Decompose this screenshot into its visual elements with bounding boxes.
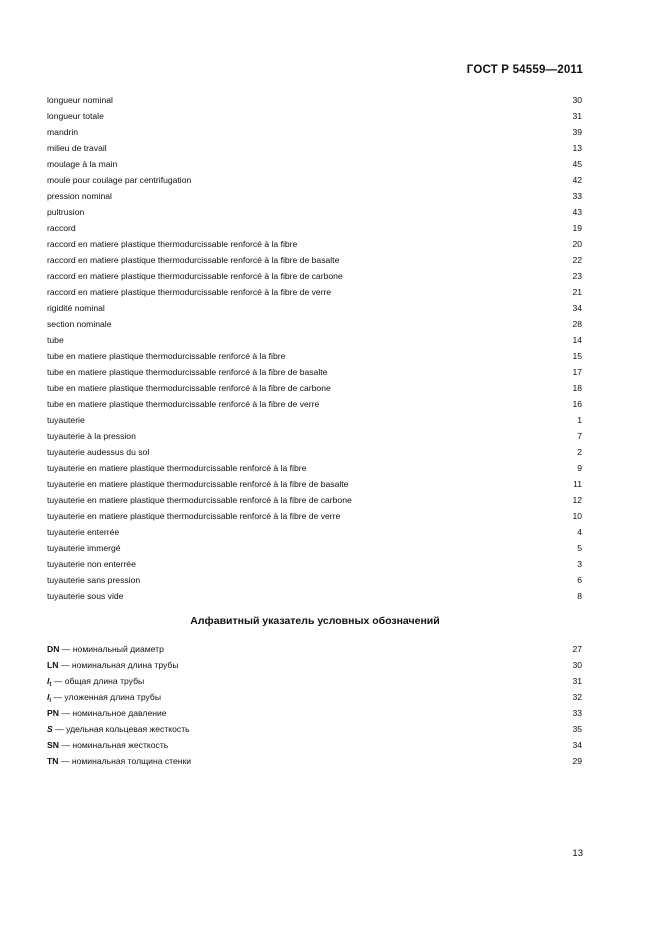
index-page-number: 3 <box>577 559 582 569</box>
index-entry <box>47 588 582 604</box>
symbol-entry <box>47 689 582 705</box>
symbol-code <box>47 644 59 654</box>
symbol-entry <box>47 673 582 689</box>
index-entry <box>47 140 582 156</box>
index-page-number: 20 <box>572 239 582 249</box>
index-term: tube en matiere plastique thermodurcissable renforcé à la fibre de verre <box>47 399 320 409</box>
index-page-number: 15 <box>572 351 582 361</box>
index-entry <box>47 556 582 572</box>
index-entry <box>47 508 582 524</box>
index-page-number: 39 <box>572 127 582 137</box>
index-page-number: 17 <box>572 367 582 377</box>
index-page-number: 1 <box>577 415 582 425</box>
index-page-number: 23 <box>572 271 582 281</box>
symbol-entry <box>47 721 582 737</box>
index-entry <box>47 428 582 444</box>
index-page-number: 2 <box>577 447 582 457</box>
index-page-number: 21 <box>572 287 582 297</box>
index-term: tube en matiere plastique thermodurcissable renforcé à la fibre de carbone <box>47 383 331 393</box>
index-entry <box>47 348 582 364</box>
index-term: tuyauterie enterrée <box>47 527 120 537</box>
symbol-letters: TN <box>47 756 59 766</box>
symbol-term <box>47 705 167 721</box>
symbol-letters: l <box>47 692 50 702</box>
index-entry <box>47 252 582 268</box>
index-term: moule pour coulage par centrifugation <box>47 175 192 185</box>
index-term: tube <box>47 335 64 345</box>
french-term-index <box>47 92 582 604</box>
document-header: ГОСТ Р 54559—2011 <box>466 64 583 76</box>
index-entry <box>47 476 582 492</box>
symbol-term <box>47 753 191 769</box>
index-entry <box>47 236 582 252</box>
index-entry <box>47 444 582 460</box>
index-entry <box>47 172 582 188</box>
index-term: raccord <box>47 223 76 233</box>
symbol-code <box>47 740 59 750</box>
symbol-entry <box>47 737 582 753</box>
index-term: rigidité nominal <box>47 303 105 313</box>
index-page-number: 45 <box>572 159 582 169</box>
symbol-page-number: 32 <box>572 692 582 702</box>
symbol-letters: PN <box>47 708 59 718</box>
index-page-number: 30 <box>572 95 582 105</box>
symbol-page-number: 34 <box>572 740 582 750</box>
index-entry <box>47 396 582 412</box>
index-page-number: 4 <box>577 527 582 537</box>
index-term: moulage à la main <box>47 159 118 169</box>
symbol-code <box>47 708 59 718</box>
symbol-entry <box>47 657 582 673</box>
index-term: tuyauterie en matiere plastique thermodurcissable renforcé à la fibre de verre <box>47 511 341 521</box>
symbol-page-number: 30 <box>572 660 582 670</box>
page-number: 13 <box>572 848 583 859</box>
index-term: tuyauterie en matiere plastique thermodurcissable renforcé à la fibre de carbone <box>47 495 352 505</box>
symbol-description: — номинальный диаметр <box>59 644 164 654</box>
symbol-letters: LN <box>47 660 59 670</box>
section-title: Алфавитный указатель условных обозначений <box>190 615 440 627</box>
index-term: raccord en matiere plastique thermodurcissable renforcé à la fibre de carbone <box>47 271 343 281</box>
index-term: tube en matiere plastique thermodurcissable renforcé à la fibre <box>47 351 286 361</box>
symbol-letters: l <box>47 676 50 686</box>
index-term: longueur nominal <box>47 95 113 105</box>
index-entry <box>47 220 582 236</box>
index-entry <box>47 124 582 140</box>
index-entry <box>47 188 582 204</box>
index-entry <box>47 492 582 508</box>
index-term: longueur totale <box>47 111 104 121</box>
index-entry <box>47 156 582 172</box>
index-page-number: 33 <box>572 191 582 201</box>
symbol-entry <box>47 705 582 721</box>
index-page-number: 12 <box>572 495 582 505</box>
symbol-term <box>47 657 179 673</box>
index-term: section nominale <box>47 319 112 329</box>
index-page-number: 42 <box>572 175 582 185</box>
symbol-code <box>47 660 58 670</box>
index-term: tuyauterie <box>47 415 85 425</box>
index-entry <box>47 524 582 540</box>
index-page-number: 19 <box>572 223 582 233</box>
index-term: milieu de travail <box>47 143 107 153</box>
index-entry <box>47 92 582 108</box>
index-page-number: 14 <box>572 335 582 345</box>
symbol-description: — уложенная длина трубы <box>51 692 162 702</box>
index-term: tuyauterie non enterrée <box>47 559 136 569</box>
symbol-letters: DN <box>47 644 60 654</box>
index-term: tuyauterie en matiere plastique thermodurcissable renforcé à la fibre de basalte <box>47 479 349 489</box>
symbol-description: — удельная кольцевая жесткость <box>52 724 190 734</box>
index-page-number: 31 <box>572 111 582 121</box>
index-entry <box>47 108 582 124</box>
index-entry <box>47 316 582 332</box>
index-page-number: 13 <box>572 143 582 153</box>
symbol-letters: SN <box>47 740 59 750</box>
symbol-description: — номинальное давление <box>58 708 167 718</box>
symbol-description: — номинальная длина трубы <box>58 660 179 670</box>
symbol-letters: S <box>47 724 53 734</box>
index-entry <box>47 268 582 284</box>
index-entry <box>47 460 582 476</box>
index-term: raccord en matiere plastique thermodurcissable renforcé à la fibre de basalte <box>47 255 340 265</box>
symbol-term <box>47 641 164 657</box>
index-page-number: 11 <box>573 479 582 489</box>
symbol-subscript: t <box>49 682 52 688</box>
index-term: tuyauterie immergé <box>47 543 121 553</box>
symbol-page-number: 33 <box>572 708 582 718</box>
symbol-entry <box>47 753 582 769</box>
index-page-number: 16 <box>572 399 582 409</box>
index-entry <box>47 572 582 588</box>
index-entry <box>47 332 582 348</box>
index-entry <box>47 540 582 556</box>
index-page-number: 8 <box>577 591 582 601</box>
symbol-description: — общая длина трубы <box>51 676 145 686</box>
index-entry <box>47 364 582 380</box>
symbol-page-number: 27 <box>572 644 582 654</box>
index-entry <box>47 380 582 396</box>
index-entry <box>47 284 582 300</box>
index-term: pultrusion <box>47 207 85 217</box>
index-page-number: 22 <box>572 255 582 265</box>
index-entry <box>47 204 582 220</box>
symbol-term <box>47 737 168 753</box>
index-term: tube en matiere plastique thermodurcissable renforcé à la fibre de basalte <box>47 367 328 377</box>
index-term: mandrin <box>47 127 79 137</box>
index-term: tuyauterie en matiere plastique thermodurcissable renforcé à la fibre <box>47 463 307 473</box>
symbol-description: — номинальная толщина стенки <box>58 756 192 766</box>
index-page-number: 5 <box>577 543 582 553</box>
index-page-number: 28 <box>572 319 582 329</box>
symbol-description: — номинальная жесткость <box>58 740 169 750</box>
index-term: tuyauterie sous vide <box>47 591 124 601</box>
index-page-number: 43 <box>572 207 582 217</box>
index-page-number: 10 <box>572 511 582 521</box>
index-entry <box>47 300 582 316</box>
index-page-number: 34 <box>572 303 582 313</box>
symbol-page-number: 31 <box>572 676 582 686</box>
index-page-number: 18 <box>572 383 582 393</box>
index-entry <box>47 412 582 428</box>
symbol-term <box>47 721 190 737</box>
symbol-page-number: 35 <box>572 724 582 734</box>
index-term: tuyauterie sans pression <box>47 575 141 585</box>
index-page-number: 9 <box>577 463 582 473</box>
index-term: tuyauterie à la pression <box>47 431 136 441</box>
index-term: raccord en matiere plastique thermodurcissable renforcé à la fibre <box>47 239 298 249</box>
index-page-number: 7 <box>577 431 582 441</box>
symbol-code <box>47 756 58 766</box>
symbol-entry <box>47 641 582 657</box>
index-page-number: 6 <box>577 575 582 585</box>
index-term: raccord en matiere plastique thermodurcissable renforcé à la fibre de verre <box>47 287 332 297</box>
index-term: tuyauterie audessus du sol <box>47 447 150 457</box>
symbol-page-number: 29 <box>572 756 582 766</box>
symbol-subscript: l <box>49 698 52 704</box>
symbol-index <box>47 641 582 769</box>
index-term: pression nominal <box>47 191 112 201</box>
